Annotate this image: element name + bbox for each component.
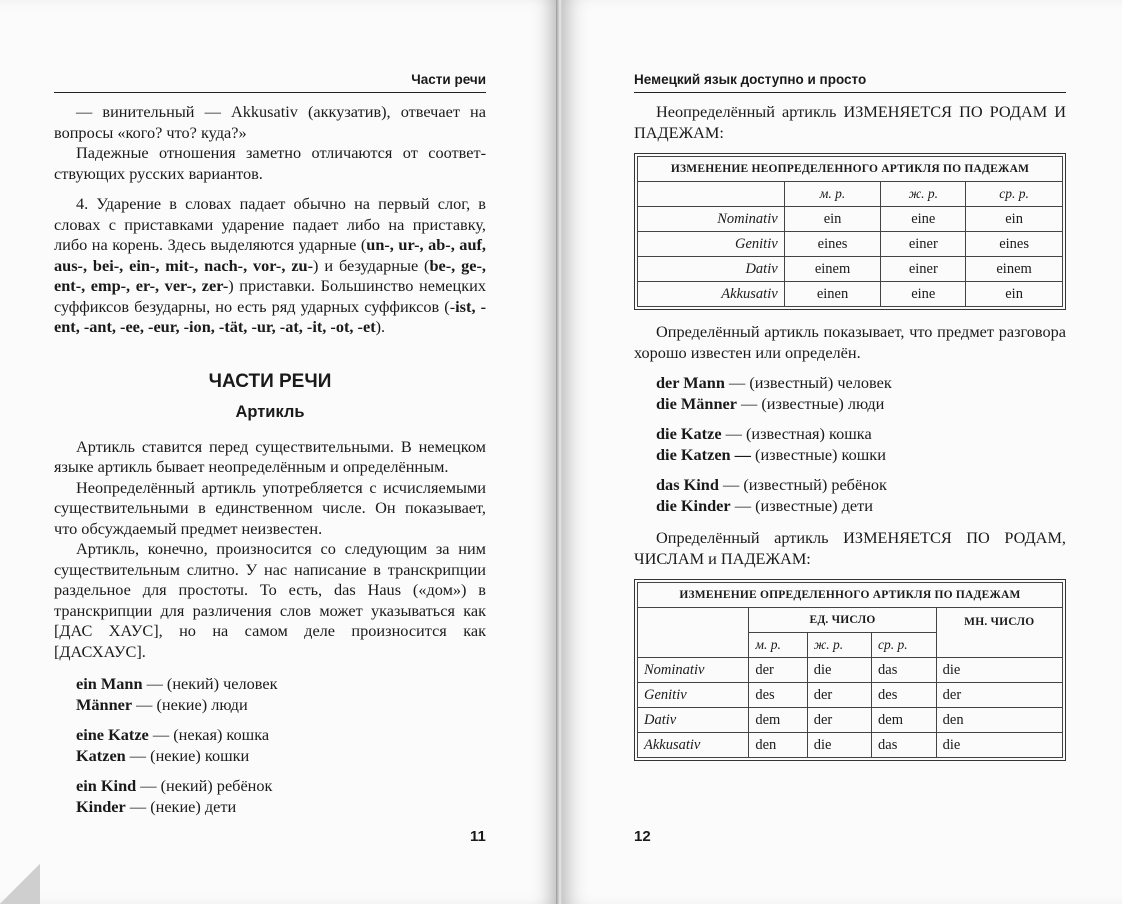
paragraph-article-intro: Артикль ставится перед существительными. В немецком языке артикль бывает неопределённым и определённым. xyxy=(54,436,486,476)
paragraph-akkusativ: — винительный — Akkusativ (аккузатив), отвечает на вопросы «кого? что? куда?» xyxy=(54,102,486,142)
header-neuter: ср. р. xyxy=(872,633,937,658)
example-line: Katzen — (некие) кошки xyxy=(76,745,250,765)
example-line: die Kinder — (известные) дети xyxy=(656,495,873,515)
example-line: die Katzen — (известные) кошки xyxy=(656,444,886,464)
table-row: Akkusativ einen eine ein xyxy=(638,282,1063,307)
running-head-right: Немецкий язык доступно и просто xyxy=(634,72,1066,93)
table-row: Nominativ der die das die xyxy=(638,658,1063,683)
table-row: Dativ dem der dem den xyxy=(638,708,1063,733)
page-number-left: 11 xyxy=(470,828,486,845)
running-head-left: Части речи xyxy=(54,72,486,93)
paragraph-definite-article: Определённый артикль показывает, что предмет разговора хорошо известен или определён. xyxy=(634,322,1066,362)
example-line: die Katze — (известная) кошка xyxy=(656,424,872,443)
table-caption: ИЗМЕНЕНИЕ НЕОПРЕДЕЛЕННОГО АРТИКЛЯ ПО ПАДЕЖАМ xyxy=(638,157,1063,182)
left-page-content xyxy=(54,102,486,817)
table-row: Akkusativ den die das die xyxy=(638,733,1063,758)
paragraph-stress: 4. Ударение в словах падает обычно на первый слог, в словах с приставками ударение падает либо на приставку, либо на корень. Здесь выделяются ударные (un-, ur-, ab-, auf, aus-, bei-, ein-, mit-, nach-, vor-, zu-) и безударные (be-, ge-, ent-, emp-, er-, ver-, zer-) приставки. Большинство немецких суффиксов безударны, но есть ряд ударных суффиксов (-ist, -ent, -ant, -ee, -eur, -ion, -tät, -ur, -at, -it, -ot, -et). xyxy=(54,194,487,336)
example-line: ein Kind — (некий) ребёнок xyxy=(76,776,273,795)
table-row: Dativ einem einer einem xyxy=(638,257,1063,282)
paragraph-case-relations: Падежные отношения заметно отличаются от соответствующих русских вариантов. xyxy=(54,143,486,183)
section-heading: ЧАСТИ РЕЧИ xyxy=(208,370,332,392)
example-line: Kinder — (некие) дети xyxy=(76,796,237,816)
right-page xyxy=(562,0,1122,904)
header-feminine: ж. р. xyxy=(807,633,871,658)
paragraph-indefinite-article: Неопределённый артикль употребляется с исчисляемыми существительными в единственном числе. Он показывает, что обсуждаемый предмет неизвестен. xyxy=(54,477,486,538)
table-corner-cell xyxy=(638,608,749,658)
header-plural: МН. ЧИСЛО xyxy=(936,608,1062,658)
paragraph-definite-changes: Определённый артикль ИЗМЕНЯЕТСЯ ПО РОДАМ, ЧИСЛАМ и ПАДЕЖАМ: xyxy=(634,528,1066,568)
definite-article-table xyxy=(634,579,1066,761)
header-singular: ЕД. ЧИСЛО xyxy=(749,608,936,633)
table-row: Nominativ ein eine ein xyxy=(638,207,1063,232)
header-masculine: м. р. xyxy=(784,182,881,207)
header-feminine: ж. р. xyxy=(881,182,966,207)
example-line: Männer — (некие) люди xyxy=(76,694,248,714)
paragraph-indefinite-changes: Неопределённый артикль ИЗМЕНЯЕТСЯ ПО РОДАМ И ПАДЕЖАМ: xyxy=(634,102,1066,142)
page-number-right: 12 xyxy=(634,828,651,845)
table-row: Genitiv eines einer eines xyxy=(638,232,1063,257)
example-line: die Männer — (известные) люди xyxy=(656,393,885,413)
paragraph-pronunciation: Артикль, конечно, произносится со следующим за ним существительным слитно. У нас написание в транскрипции раздельное для простоты. То есть, das Haus («дом») в транскрипции для различения слов может указываться как [ДАС ХАУС], но на самом деле произносится как [ДАСХАУС]. xyxy=(54,539,486,661)
left-page xyxy=(0,0,558,904)
header-neuter: ср. р. xyxy=(966,182,1063,207)
subsection-heading: Артикль xyxy=(235,403,305,421)
example-line: das Kind — (известный) ребёнок xyxy=(656,475,887,494)
example-line: ein Mann — (некий) человек xyxy=(76,674,278,693)
indefinite-article-table xyxy=(634,153,1066,310)
table-corner-cell xyxy=(638,182,785,207)
page-corner xyxy=(0,864,40,904)
table-row: Genitiv des der des der xyxy=(638,683,1063,708)
example-line: der Mann — (известный) человек xyxy=(656,373,892,392)
right-page-content xyxy=(634,102,1066,761)
header-masculine: м. р. xyxy=(749,633,807,658)
example-line: eine Katze — (некая) кошка xyxy=(76,725,270,744)
table-caption: ИЗМЕНЕНИЕ ОПРЕДЕЛЕННОГО АРТИКЛЯ ПО ПАДЕЖАМ xyxy=(638,583,1063,608)
